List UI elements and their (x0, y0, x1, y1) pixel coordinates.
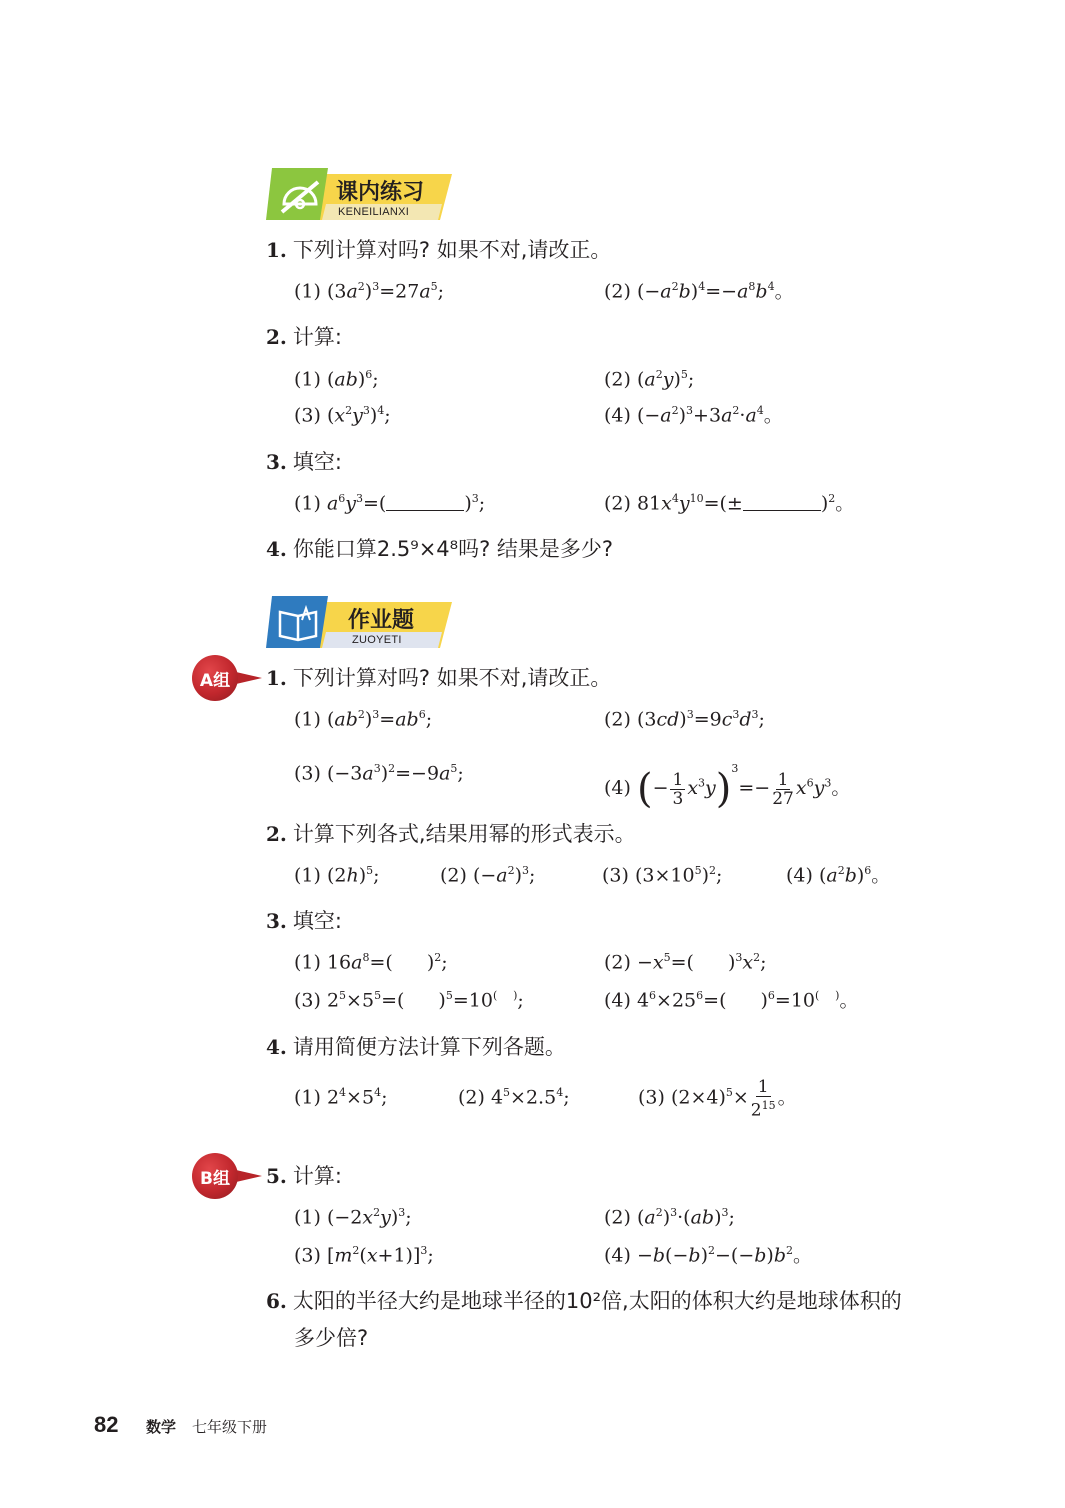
question-number: 4. (266, 537, 287, 561)
homework-q3-item-3: (3) $2^5\times 5^5=$( )$^5$=10( ); (294, 989, 524, 1012)
homework-q3-item-2: $(2) -x^5=$( )$^3x^2$; (604, 951, 767, 974)
homework-q5-item-3: (3) $[m^2(x+1)]^3$; (294, 1244, 434, 1267)
homework-question-4 (266, 1033, 566, 1061)
homework-q2-item-3: (3) $(3\times 10^5)^2$; (602, 864, 723, 887)
question-text: 计算: (292, 325, 342, 349)
question-text: 太阳的半径大约是地球半径的10²倍,太阳的体积大约是地球体积的 (292, 1289, 902, 1313)
homework-question-2 (266, 820, 636, 848)
practice-section-subtitle: KENEILIANXI (338, 206, 410, 218)
practice-q2-item-4: (4) $(-a^2)^3+3a^2\cdot a^4$。 (604, 404, 783, 427)
practice-q2-item-3: (3) $(x^2y^3)^4$; (294, 404, 391, 427)
question-text: 你能口算2.5⁹×4⁸吗? 结果是多少? (292, 537, 614, 561)
footer-subject: 数学 (146, 1418, 177, 1436)
homework-question-1 (266, 664, 611, 692)
homework-question-5 (266, 1162, 342, 1190)
practice-section-title: 课内练习 (336, 180, 425, 205)
homework-q1-item-1: (1) $(ab^2)^3=ab^6$; (294, 708, 433, 731)
practice-section-header (266, 166, 456, 222)
question-text: 下列计算对吗? 如果不对,请改正。 (292, 238, 612, 262)
homework-q5-item-2: (2) $(a^2)^3\cdot(ab)^3$; (604, 1206, 735, 1229)
practice-question-3 (266, 448, 342, 476)
practice-q1-item-1: (1) $(3a^2)^3=27a^5$; (294, 280, 445, 303)
homework-q3-item-1: (1) $16a^8=$( )$^2$; (294, 951, 448, 974)
homework-q3-item-4: (4) $4^6\times 25^6=$( )$^6$=10( )。 (604, 989, 859, 1012)
question-text: 请用简便方法计算下列各题。 (292, 1035, 566, 1059)
practice-q2-item-1: (1) (ab)$^6$; (294, 368, 379, 391)
practice-q1-item-2: (2) $(-a^2b)^4=-a^8b^4$。 (604, 280, 794, 303)
question-number: 1. (266, 238, 287, 262)
practice-question-4 (266, 535, 613, 563)
homework-q2-item-4: (4) $(a^2b)^6$。 (786, 864, 891, 887)
homework-section-subtitle: ZUOYETI (352, 634, 402, 646)
question-number: 2. (266, 325, 287, 349)
question-text: 计算下列各式,结果用幂的形式表示。 (292, 822, 636, 846)
homework-q1-item-2: (2) $(3cd)^3=9c^3d^3$; (604, 708, 765, 731)
homework-q1-item-3: (3) $(-3a^3)^2=-9a^5$; (294, 762, 464, 785)
homework-question-6-continued: 多少倍? (294, 1326, 369, 1350)
question-number: 1. (266, 666, 287, 690)
homework-q5-item-4: $(4) -b(-b)^2-(-b)b^2$。 (604, 1244, 813, 1267)
practice-question-1 (266, 236, 611, 264)
question-text: 填空: (292, 909, 342, 933)
footer-book: 七年级下册 (192, 1418, 268, 1436)
homework-q2-item-1: (1) $(2h)^5$; (294, 864, 380, 887)
question-number: 4. (266, 1035, 287, 1059)
question-number: 3. (266, 909, 287, 933)
group-a-badge-tail (236, 672, 262, 684)
question-text: 下列计算对吗? 如果不对,请改正。 (292, 666, 612, 690)
open-book-icon (276, 604, 320, 642)
homework-q4-item-2: (2) $4^5\times 2.5^4$; (458, 1086, 570, 1109)
protractor-ruler-icon (278, 174, 322, 216)
homework-q2-item-2: (2) $(-a^2)^3$; (440, 864, 536, 887)
practice-question-2 (266, 323, 342, 351)
homework-section-title: 作业题 (348, 608, 415, 633)
question-text: 填空: (292, 450, 342, 474)
homework-question-3 (266, 907, 342, 935)
homework-q5-item-1: (1) $(-2x^2y)^3$; (294, 1206, 412, 1229)
group-b-badge: B组 (192, 1153, 238, 1199)
question-number: 3. (266, 450, 287, 474)
practice-q3-item-1: (1) $a^6y^3=$( )$^3$; (294, 492, 486, 515)
homework-q1-item-4: (4) (− $\frac{1}{3}$ $x^3y)^3=-$ $\frac{1}{27}$ $x^6y^3$。 (604, 762, 851, 812)
group-b-badge-tail (236, 1170, 262, 1182)
homework-section-header (266, 594, 456, 650)
question-text: 计算: (292, 1164, 342, 1188)
page-number: 82 (94, 1412, 119, 1437)
question-number: 5. (266, 1164, 287, 1188)
practice-q3-item-2: (2) $81x^4y^{10}=(\pm )^2$。 (604, 492, 855, 515)
homework-question-6 (266, 1287, 902, 1315)
practice-q2-item-2: (2) $(a^2y)^5$; (604, 368, 695, 391)
question-number: 6. (266, 1289, 287, 1313)
homework-q4-item-1: (1) $2^4\times 5^4$; (294, 1086, 388, 1109)
group-a-badge: A组 (192, 655, 238, 701)
question-number: 2. (266, 822, 287, 846)
homework-q4-item-3: (3) $(2\times 4)^5\times$ $\frac{1}{2^{15}}$ 。 (638, 1076, 797, 1121)
